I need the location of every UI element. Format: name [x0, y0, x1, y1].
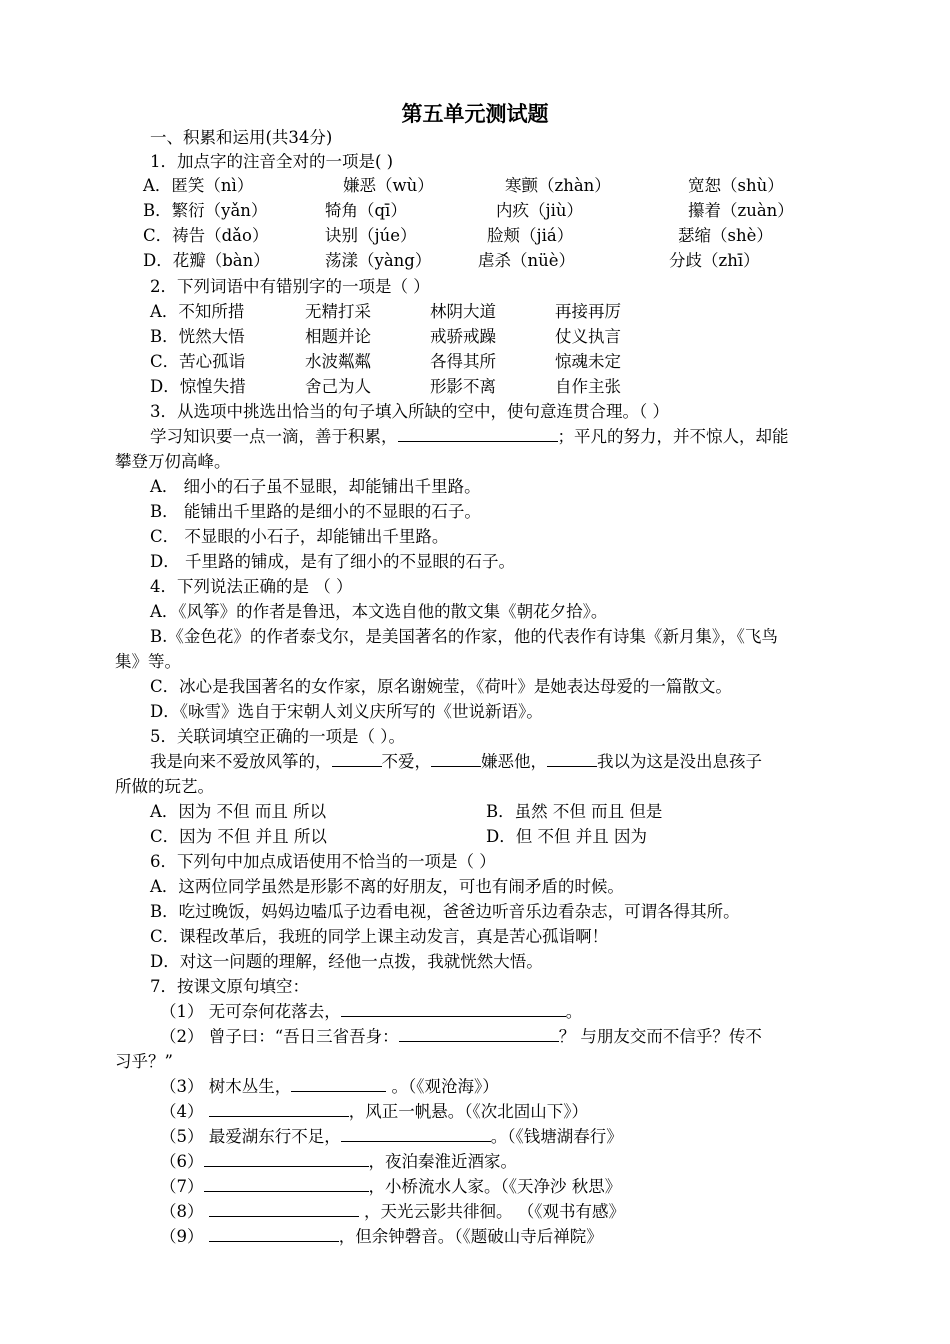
q1-option: 宽恕（shù） [688, 176, 784, 195]
q1-option: 寒颤（zhàn） [505, 176, 611, 195]
q2-option: 水波粼粼 [305, 352, 371, 371]
q7-item [160, 1000, 582, 1024]
answer-blank[interactable] [341, 1125, 491, 1142]
q2-option: D．惊惶失措 [150, 377, 246, 396]
q5-sentence [150, 750, 762, 774]
q6-option: B．吃过晚饭，妈妈边嗑瓜子边看电视，爸爸边听音乐边看杂志，可谓各得其所。 [150, 902, 740, 921]
q3-option: C． 不显眼的小石子，却能铺出千里路。 [150, 527, 449, 546]
q7-item-text: （1） 无可奈何花落去， [160, 1002, 341, 1021]
q5-sentence-cont: 所做的玩艺。 [115, 777, 214, 796]
q5-stem: 5．关联词填空正确的一项是（ ）。 [150, 727, 405, 746]
q7-item-text: （7） [160, 1177, 204, 1196]
answer-blank[interactable] [431, 750, 481, 767]
q1-option: 嫌恶（wù） [343, 176, 434, 195]
q1-option: C．祷告（dǎo） [143, 226, 269, 245]
q6-option: A．这两位同学虽然是形影不离的好朋友，可也有闹矛盾的时候。 [150, 877, 624, 896]
q1-option: 分歧（zhī） [669, 251, 760, 270]
q2-option: A．不知所措 [150, 302, 245, 321]
q1-option: B．繁衍（yǎn） [143, 201, 268, 220]
q2-option: 无精打采 [305, 302, 371, 321]
q1-option: 脸颊（jiá） [487, 226, 574, 245]
q7-item [160, 1075, 499, 1099]
answer-blank[interactable] [204, 1150, 369, 1167]
q7-item-text: （9） [160, 1227, 209, 1246]
q7-item-end: ，夜泊秦淮近酒家。 [368, 1152, 517, 1171]
q1-option: 瑟缩（shè） [678, 226, 773, 245]
q5-option: D．但 不但 并且 因为 [486, 827, 647, 846]
q2-option: 形影不离 [430, 377, 496, 396]
q5-s3: 嫌恶他， [481, 752, 547, 771]
q7-item-text: （4） [160, 1102, 209, 1121]
answer-blank[interactable] [209, 1200, 359, 1217]
q4-option: C．冰心是我国著名的女作家，原名谢婉莹，《荷叶》是她表达母爱的一篇散文。 [150, 677, 732, 696]
q1-stem: 1．加点字的注音全对的一项是( ) [150, 152, 394, 171]
q1-option: 诀别（júe） [325, 226, 417, 245]
q7-item [160, 1025, 762, 1049]
q2-stem: 2．下列词语中有错别字的一项是（ ） [150, 277, 430, 296]
answer-blank[interactable] [547, 750, 597, 767]
q4-option: D．《咏雪》选自于宋朝人刘义庆所写的《世说新语》。 [150, 702, 543, 721]
q7-item [160, 1175, 621, 1199]
q4-option-cont: 集》等。 [115, 652, 181, 671]
q4-stem: 4．下列说法正确的是 （ ） [150, 577, 353, 596]
q5-s2: 不爱， [381, 752, 431, 771]
q3-paragraph-cont: 攀登万仞高峰。 [115, 452, 231, 471]
q2-option: 自作主张 [555, 377, 621, 396]
section-heading: 一、积累和运用(共34分) [150, 128, 333, 147]
q2-option: 各得其所 [430, 352, 496, 371]
answer-blank[interactable] [341, 1000, 566, 1017]
q7-item-end: ，风正一帆悬。（《次北固山下》） [348, 1102, 588, 1121]
q7-item-text: （6） [160, 1152, 204, 1171]
q2-option: 相题并论 [305, 327, 371, 346]
q1-option: 犄角（qī） [325, 201, 407, 220]
q7-stem: 7．按课文原句填空： [150, 977, 309, 996]
q5-option: B．虽然 不但 而且 但是 [486, 802, 663, 821]
q7-item-text: （3） 树木丛生， [160, 1077, 292, 1096]
q7-item [160, 1150, 517, 1174]
q1-option: 荡漾（yàng） [325, 251, 432, 270]
q7-item-end: ？ 与朋友交而不信乎？传不 [558, 1027, 762, 1046]
q5-s4: 我以为这是没出息孩子 [597, 752, 762, 771]
answer-blank[interactable] [204, 1175, 369, 1192]
q7-item [160, 1225, 603, 1249]
q3-stem: 3．从选项中挑选出恰当的句子填入所缺的空中，使句意连贯合理。（ ） [150, 402, 669, 421]
q1-option: 虐杀（nüè） [478, 251, 576, 270]
q3-paragraph [150, 425, 789, 449]
q6-stem: 6．下列句中加点成语使用不恰当的一项是（ ） [150, 852, 496, 871]
q3-option: D． 千里路的铺成，是有了细小的不显眼的石子。 [150, 552, 515, 571]
q2-option: C．苦心孤诣 [150, 352, 246, 371]
answer-blank[interactable] [209, 1225, 339, 1242]
q3-para-a: 学习知识要一点一滴，善于积累， [150, 427, 398, 446]
q4-option: B.《金色花》的作者泰戈尔，是美国著名的作家，他的代表作有诗集《新月集》，《飞鸟 [150, 627, 778, 646]
q2-option: 舍己为人 [305, 377, 371, 396]
answer-blank[interactable] [332, 750, 382, 767]
q2-option: 戒骄戒躁 [430, 327, 496, 346]
q7-item-text: （8） [160, 1202, 209, 1221]
q2-option: 再接再厉 [555, 302, 621, 321]
answer-blank[interactable] [398, 425, 558, 442]
answer-blank[interactable] [399, 1025, 559, 1042]
q4-option: A．《风筝》的作者是鲁迅，本文选自他的散文集《朝花夕拾》。 [150, 602, 608, 621]
q6-option: D．对这一问题的理解，经他一点拨，我就恍然大悟。 [150, 952, 543, 971]
q2-option: 惊魂未定 [555, 352, 621, 371]
q3-option: A． 细小的石子虽不显眼，却能铺出千里路。 [150, 477, 481, 496]
q1-option: 攥着（zuàn） [688, 201, 794, 220]
q7-item-end: ，但余钟磬音。（《题破山寺后禅院》 [338, 1227, 603, 1246]
q7-item-end: 。（《钱塘湖春行》 [490, 1127, 623, 1146]
q5-option: A．因为 不但 而且 所以 [150, 802, 327, 821]
q6-option: C．课程改革后，我班的同学上课主动发言，真是苦心孤诣啊！ [150, 927, 609, 946]
q3-option: B． 能铺出千里路的是细小的不显眼的石子。 [150, 502, 481, 521]
q1-option: 内疚（jiù） [496, 201, 584, 220]
page-title: 第五单元测试题 [401, 102, 549, 126]
q2-option: 林阴大道 [430, 302, 496, 321]
answer-blank[interactable] [209, 1100, 349, 1117]
q7-item [160, 1125, 623, 1149]
q3-para-b: ；平凡的努力，并不惊人，却能 [557, 427, 789, 446]
q1-option: A．匿笑（nì） [143, 176, 254, 195]
q7-item-end: ，小桥流水人家。（《天净沙 秋思》 [368, 1177, 622, 1196]
q1-option: D．花瓣（bàn） [143, 251, 270, 270]
q2-option: 仗义执言 [555, 327, 621, 346]
answer-blank[interactable] [291, 1075, 386, 1092]
q2-option: B．恍然大悟 [150, 327, 245, 346]
q7-item-end: ，天光云影共徘徊。 （《观书有感》 [358, 1202, 625, 1221]
q7-item-text: （5） 最爱湖东行不足， [160, 1127, 341, 1146]
q7-item-cont: 习乎？” [115, 1052, 173, 1071]
q7-item [160, 1200, 625, 1224]
q7-item [160, 1100, 588, 1124]
q7-item-text: （2） 曾子曰：“吾日三省吾身： [160, 1027, 399, 1046]
q7-item-end: 。（《观沧海》） [386, 1077, 499, 1096]
q5-s1: 我是向来不爱放风筝的， [150, 752, 332, 771]
q5-option: C．因为 不但 并且 所以 [150, 827, 327, 846]
q7-item-end: 。 [565, 1002, 583, 1021]
